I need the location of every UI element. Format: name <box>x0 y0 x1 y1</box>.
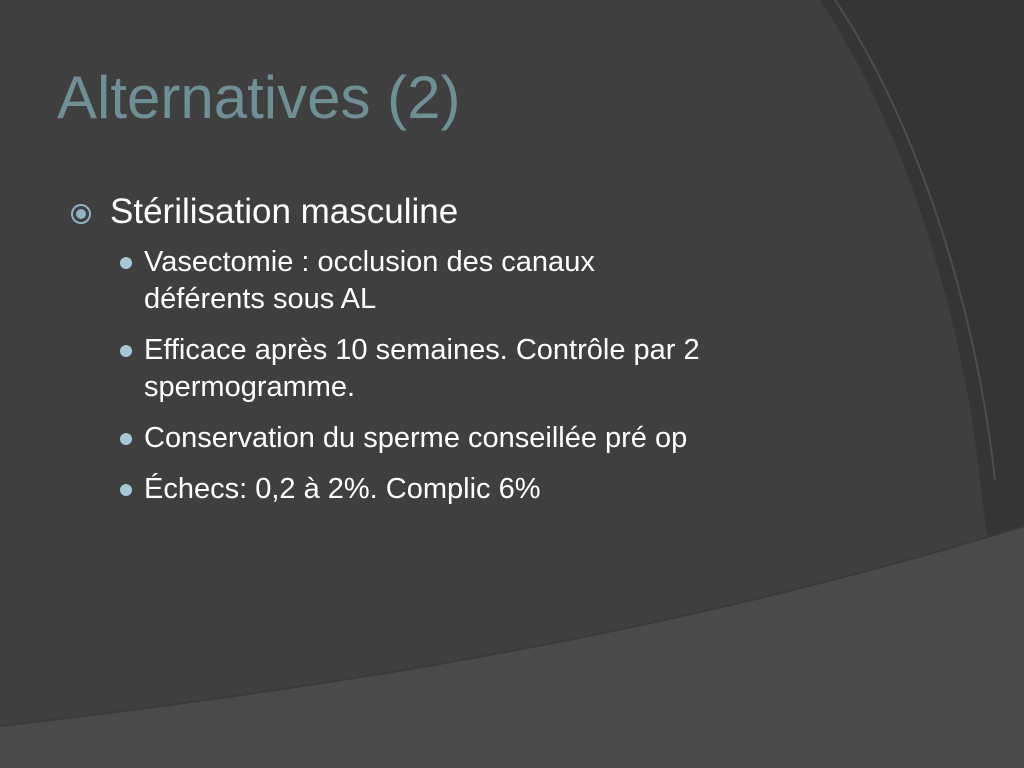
dot-bullet-icon <box>120 345 132 357</box>
dot-bullet-icon <box>120 484 132 496</box>
slide-title: Alternatives (2) <box>57 64 461 131</box>
sub-bullet-text-line1: Conservation du sperme conseillée pré op <box>144 422 688 454</box>
sub-bullet-text-line1: Échecs: 0,2 à 2%. Complic 6% <box>144 473 541 505</box>
circle-target-bullet-icon <box>70 203 92 225</box>
slide-content <box>70 190 890 522</box>
dot-bullet-icon <box>120 433 132 445</box>
dot-bullet-icon <box>120 257 132 269</box>
light-bottom-wedge <box>0 525 1024 768</box>
sub-bullet-text-line1: Vasectomie : occlusion des canaux <box>144 246 595 278</box>
sub-bullet-text-line1: Efficace après 10 semaines. Contrôle par 2 <box>144 334 700 366</box>
sub-bullet-item <box>120 332 890 406</box>
sub-bullet-text-line2: spermogramme. <box>144 371 356 403</box>
sub-bullet-item <box>120 420 890 457</box>
sub-bullet-list <box>70 244 890 508</box>
sub-bullet-text-line2: déférents sous AL <box>144 283 377 315</box>
bullet-level1 <box>70 190 890 234</box>
sub-bullet-item <box>120 471 890 508</box>
sub-bullet-item <box>120 244 890 318</box>
bullet-level1-text: Stérilisation masculine <box>110 192 459 231</box>
